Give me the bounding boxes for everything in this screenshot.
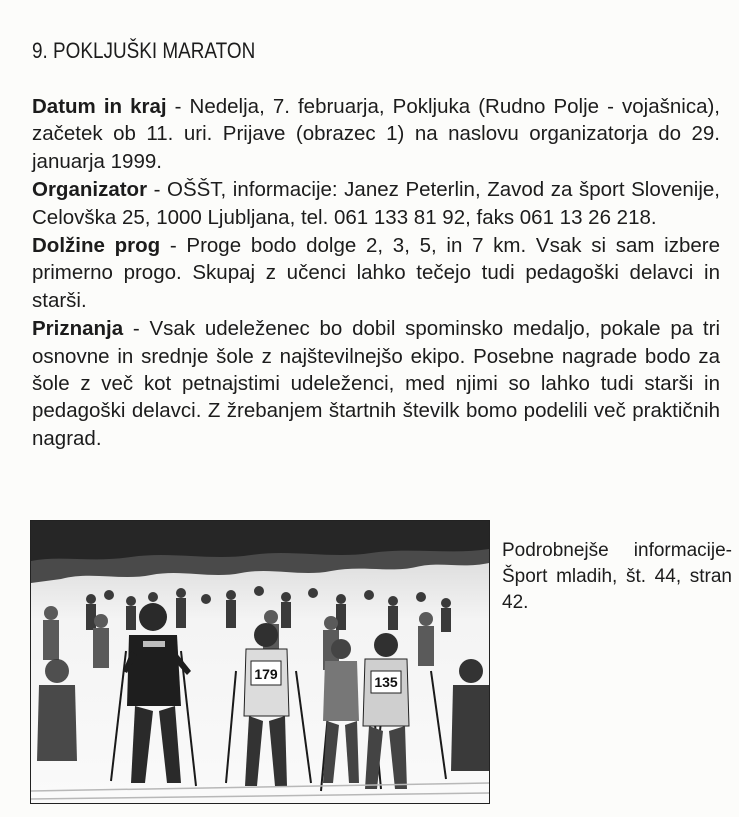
skiers-photo-illustration: [31, 521, 489, 803]
photo-caption: Podrobnejše informacije- Šport mladih, št. 44, stran 42.: [502, 540, 732, 613]
page-title: 9. POKLJUŠKI MARATON: [32, 38, 256, 63]
bib-number-right: 135: [374, 674, 398, 690]
section-text: - Proge bodo dolge 2, 3, 5, in 7 km. Vsak si sam izbere primerno progo. Skupaj z učenci lahko tečejo tudi pedagoški delavci in starši.: [32, 234, 720, 312]
section-text: - OŠŠT, informacije: Janez Peterlin, Zavod za šport Slovenije, Celovška 25, 1000 Ljubljana, tel. 061 133 81 92, faks 061 13 26 218.: [32, 178, 720, 229]
section-date-place: [32, 93, 720, 175]
section-label: Priznanja: [32, 317, 124, 341]
article-body: [32, 93, 720, 453]
section-organizer: [32, 176, 720, 231]
section-label: Organizator: [32, 178, 148, 202]
section-label: Datum in kraj: [32, 95, 167, 118]
bib-number-left: 179: [254, 666, 278, 682]
section-text: - Nedelja, 7. februarja, Pokljuka (Rudno Polje - vojašnica), začetek ob 11. uri. Prijave (obrazec 1) na naslovu organizatorja do 29. januarja 1999.: [32, 95, 721, 173]
section-label: Dolžine prog: [32, 234, 161, 258]
section-track-lengths: [32, 232, 720, 314]
section-text: - Vsak udeleženec bo dobil spominsko medaljo, pokale pa tri osnovne in srednje šole z najštevilnejšo ekipo. Posebne nagrade bodo za šole z več kot petnajstimi udeleženci, med njimi so lahko tudi starši in pedagoški delavci. Z žrebanjem štartnih številk bomo podelili več praktičnih nagrad.: [32, 317, 720, 450]
race-photo: [30, 520, 490, 804]
section-awards: [32, 315, 720, 452]
